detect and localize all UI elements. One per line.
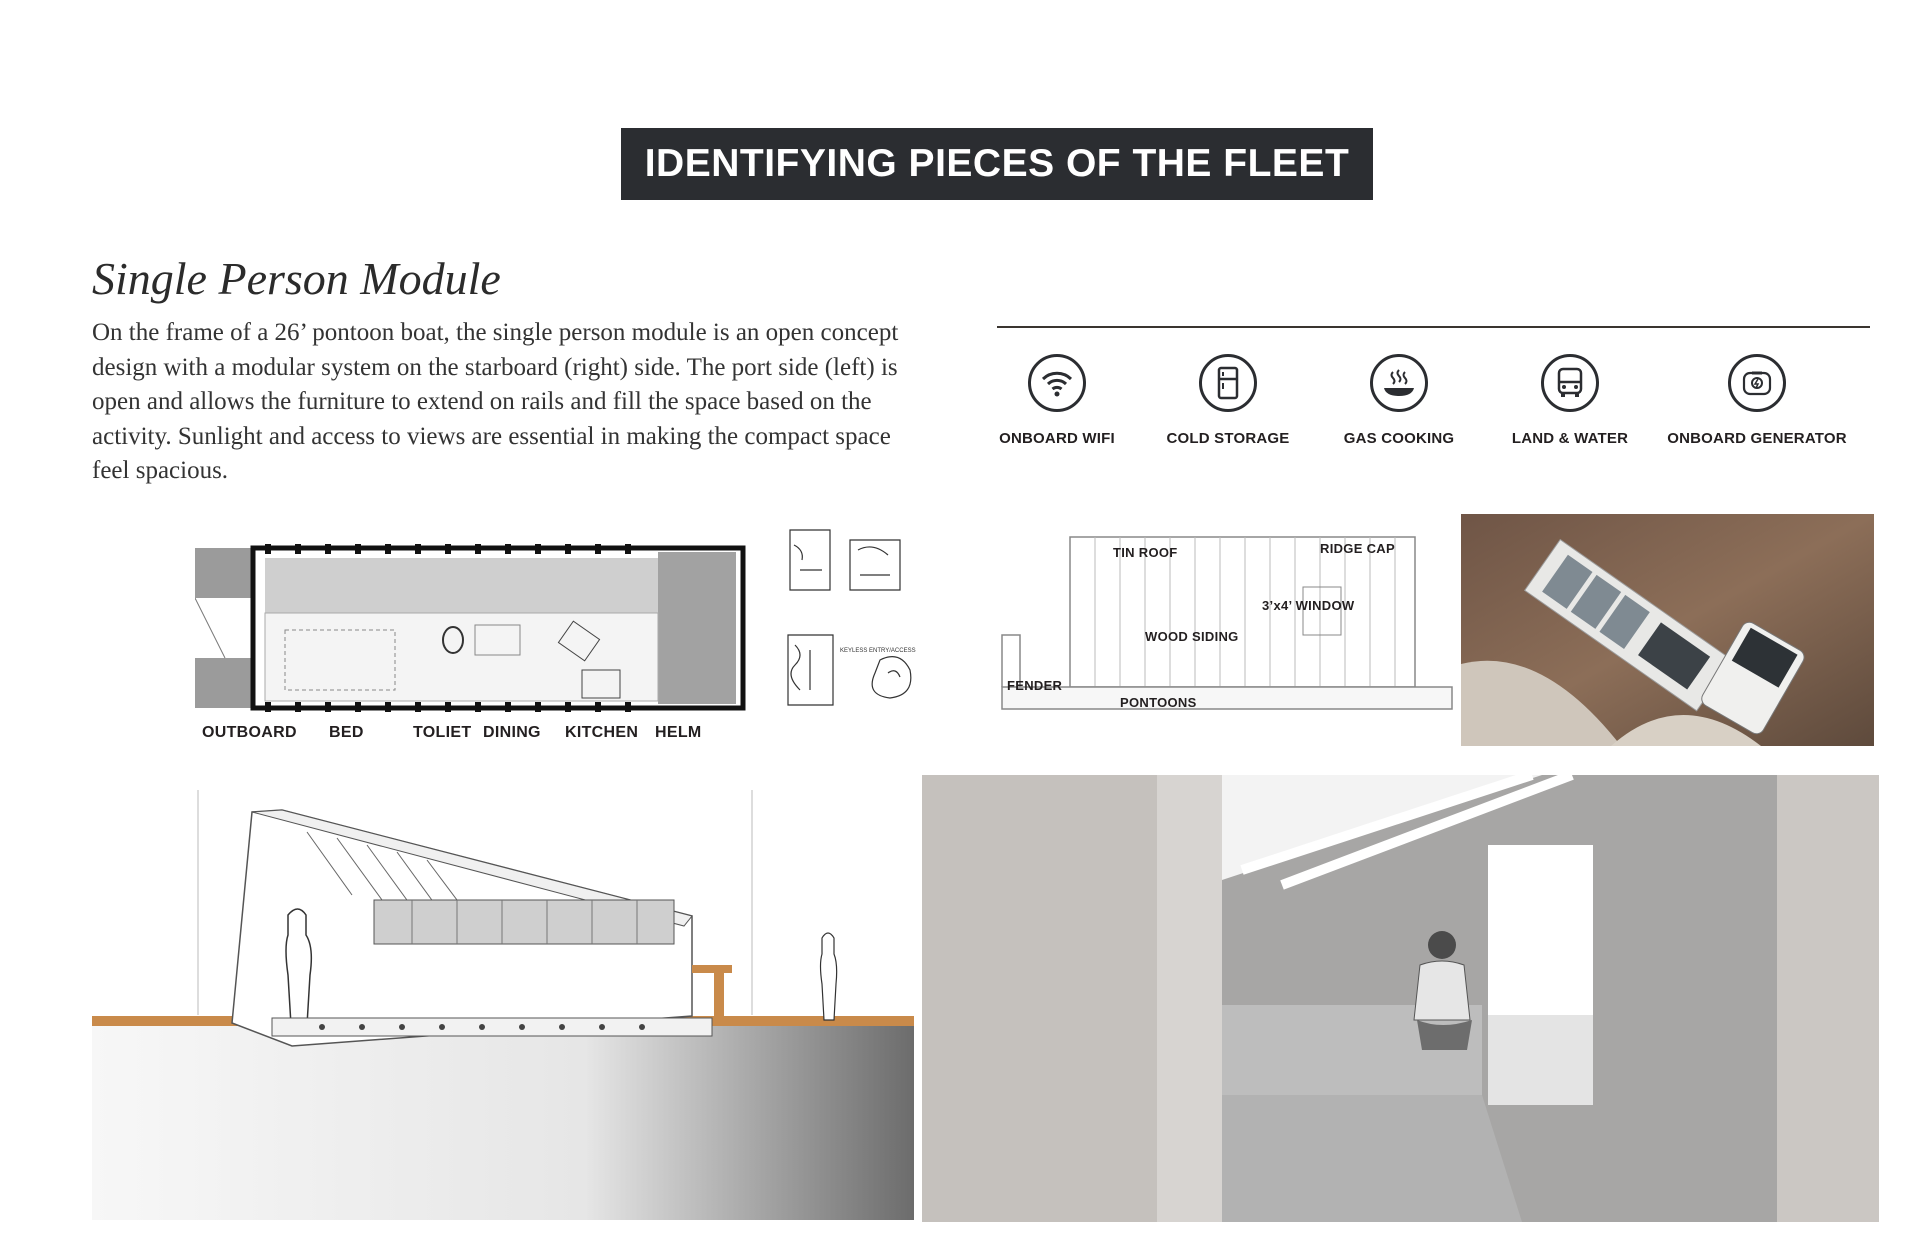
page-title: IDENTIFYING PIECES OF THE FLEET xyxy=(644,142,1350,185)
elevation-label-ridge-cap: RIDGE CAP xyxy=(1320,541,1395,556)
feature-onboard-generator xyxy=(1652,354,1862,447)
feature-label: LAND & WATER xyxy=(1511,430,1629,447)
elevation-label-pontoons: PONTOONS xyxy=(1120,695,1197,710)
generator-icon xyxy=(1728,354,1786,412)
feature-land-water xyxy=(1475,354,1665,447)
elevation-label-fender: FENDER xyxy=(1007,678,1063,693)
floor-plan-drawing xyxy=(195,540,750,715)
sketch-note: KEYLESS ENTRY/ACCESS xyxy=(840,648,916,654)
elevation-label-tin-roof: TIN ROOF xyxy=(1113,545,1178,560)
aerial-photo xyxy=(1461,514,1874,746)
feature-label: ONBOARD GENERATOR xyxy=(1667,430,1847,447)
concept-sketch xyxy=(780,525,940,725)
refrigerator-icon xyxy=(1199,354,1257,412)
plan-label-dining: DINING xyxy=(483,724,541,741)
elevation-label-wood-siding: WOOD SIDING xyxy=(1145,629,1239,644)
feature-cold-storage xyxy=(1133,354,1323,447)
plan-label-outboard: OUTBOARD xyxy=(202,724,297,741)
plan-label-toilet: TOLIET xyxy=(413,724,472,741)
plan-label-helm: HELM xyxy=(655,724,702,741)
cooking-pan-icon xyxy=(1370,354,1428,412)
plan-label-kitchen: KITCHEN xyxy=(565,724,639,741)
interior-render xyxy=(922,775,1879,1222)
exterior-render xyxy=(92,790,914,1220)
feature-onboard-wifi xyxy=(962,354,1152,447)
module-description: On the frame of a 26’ pontoon boat, the single person module is an open concept design with a modular system on the starboard (right) side. The port side (left) is open and allows the furniture to extend on rails and fill the space based on the activity. Sunlight and access to views are essential in making the compact space feel spacious. xyxy=(92,319,899,484)
feature-label: COLD STORAGE xyxy=(1166,430,1290,447)
feature-gas-cooking xyxy=(1304,354,1494,447)
features-divider xyxy=(997,326,1870,328)
feature-label: ONBOARD WIFI xyxy=(999,430,1115,447)
side-elevation-drawing xyxy=(1000,535,1455,720)
plan-label-bed: BED xyxy=(329,724,364,741)
elevation-label-window: 3’x4’ WINDOW xyxy=(1262,598,1355,613)
module-heading: Single Person Module xyxy=(92,253,501,304)
page-title-bar xyxy=(621,128,1373,200)
wifi-icon xyxy=(1028,354,1086,412)
bus-icon xyxy=(1541,354,1599,412)
feature-label: GAS COOKING xyxy=(1343,430,1455,447)
